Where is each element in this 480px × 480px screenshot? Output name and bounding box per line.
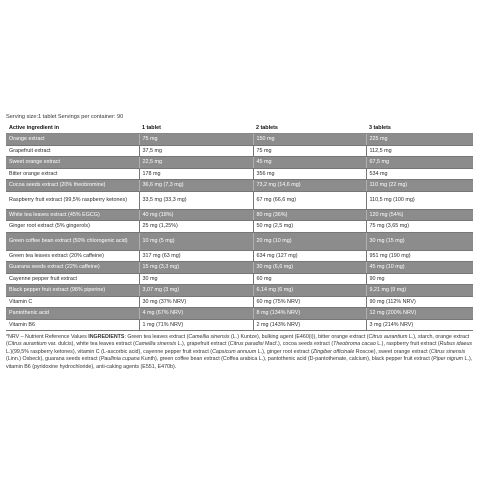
nutrition-table: [6, 124, 473, 331]
amount-1-tablet: 75 mg: [139, 134, 253, 146]
footnote-segment: *NRV – Nutrient Reference Values: [6, 334, 89, 340]
footnote-segment: Rubus idaeus: [439, 341, 473, 348]
ingredient-name: Cayenne pepper fruit extract: [6, 273, 139, 285]
footnote-segment: Roscoe), sweet orange extract (: [354, 348, 431, 355]
footnote-segment: Camellia sinensis: [188, 334, 230, 340]
amount-3-tablets: 110 mg (22 mg): [366, 180, 473, 192]
supplement-facts-label: [6, 113, 473, 371]
table-row: [6, 168, 473, 180]
amount-3-tablets: 90 mg: [366, 273, 473, 285]
amount-2-tablets: 20 mg (10 mg): [253, 232, 366, 250]
table-row: [6, 221, 473, 233]
footnote-segment: Zingiber officinale: [312, 348, 355, 355]
amount-1-tablet: 3,07 mg (3 mg): [139, 285, 253, 297]
footnote-segment: INGREDIENTS: [88, 334, 125, 340]
table-row: [6, 134, 473, 146]
footnote-segment: (Linn.) Osbeck), guarana seeds extract (: [6, 356, 101, 363]
amount-1-tablet: 40 mg (18%): [139, 209, 253, 221]
amount-2-tablets: 75 mg: [253, 145, 366, 157]
amount-1-tablet: 30 mg (37% NRV): [139, 296, 253, 308]
footnote-segment: Macf.), cocoa seeds extract (: [263, 341, 334, 348]
table-row: [6, 285, 473, 297]
amount-2-tablets: 8 mg (134% NRV): [253, 308, 366, 320]
table-body: [6, 134, 473, 331]
ingredient-name: Raspberry fruit extract (99,5% raspberry ketones): [6, 191, 139, 209]
amount-2-tablets: 2 mg (143% NRV): [253, 319, 366, 331]
amount-2-tablets: 634 mg (127 mg): [253, 250, 366, 262]
footnote-segment: (L.) Kuntze), bulking agent (E460(i)), bitter orange extract (: [229, 334, 369, 340]
ingredient-name: Green tea leaves extract (20% caffeine): [6, 250, 139, 262]
amount-1-tablet: 37,5 mg: [139, 145, 253, 157]
table-row: [6, 232, 473, 250]
amount-3-tablets: 110,5 mg (100 mg): [366, 191, 473, 209]
footnote-segment: Camellia sinensis: [134, 341, 177, 348]
amount-1-tablet: 10 mg (5 mg): [139, 232, 253, 250]
amount-2-tablets: 67 mg (66,6 mg): [253, 191, 366, 209]
footnote-segment: Paullinia cupana: [100, 356, 140, 363]
footnote-segment: L.), ginger root extract (: [256, 348, 313, 355]
table-row: [6, 209, 473, 221]
amount-2-tablets: 30 mg (6,6 mg): [253, 262, 366, 274]
table-row: [6, 308, 473, 320]
ingredient-name: Pantothenic acid: [6, 308, 139, 320]
amount-3-tablets: 75 mg (3,65 mg): [366, 221, 473, 233]
table-row: [6, 319, 473, 331]
footnote-segment: var. dulcis), white tea leaves extract (: [46, 341, 135, 348]
amount-3-tablets: 3 mg (214% NRV): [366, 319, 473, 331]
footnote-segment: Kunth), green coffee bean extract (Coffea arabica L.), pantothenic acid (D-pantothenate, calcium), black pepper fruit extract (: [139, 356, 434, 363]
ingredient-name: Black pepper fruit extract (98% piperine): [6, 285, 139, 297]
header-2-tablets: 2 tablets: [253, 124, 366, 134]
amount-2-tablets: 73,2 mg (14,6 mg): [253, 180, 366, 192]
ingredients-footnote: [6, 334, 473, 371]
table-row: [6, 262, 473, 274]
table-row: [6, 250, 473, 262]
footnote-segment: L.), grapefruit extract (: [176, 341, 230, 348]
table-row: [6, 145, 473, 157]
amount-2-tablets: 6,14 mg (6 mg): [253, 285, 366, 297]
amount-3-tablets: 534 mg: [366, 168, 473, 180]
amount-1-tablet: 178 mg: [139, 168, 253, 180]
header-ingredient: Active ingredient in: [6, 124, 139, 134]
header-1-tablet: 1 tablet: [139, 124, 253, 134]
serving-info: Serving size:1 tablet Servings per container: 90: [6, 114, 124, 120]
footnote-segment: Piper nigrum: [433, 356, 464, 363]
amount-1-tablet: 4 mg (67% NRV): [139, 308, 253, 320]
ingredient-name: Sweet orange extract: [6, 157, 139, 169]
amount-2-tablets: 60 mg: [253, 273, 366, 285]
amount-3-tablets: 225 mg: [366, 134, 473, 146]
table-row: [6, 296, 473, 308]
table-row: [6, 157, 473, 169]
amount-3-tablets: 12 mg (200% NRV): [366, 308, 473, 320]
amount-3-tablets: 30 mg (15 mg): [366, 232, 473, 250]
amount-1-tablet: 30 mg: [139, 273, 253, 285]
table-row: [6, 191, 473, 209]
footnote-segment: L.), vitamin B6 (pyridoxine hydrochloride), anti-caking agents (E551, E470b).: [6, 356, 473, 370]
amount-2-tablets: 80 mg (36%): [253, 209, 366, 221]
amount-3-tablets: 120 mg (54%): [366, 209, 473, 221]
amount-1-tablet: 36,6 mg (7,3 mg): [139, 180, 253, 192]
ingredient-name: White tea leaves extract (45% EGCG): [6, 209, 139, 221]
table-row: [6, 180, 473, 192]
footnote-segment: Citrus sinensis: [430, 348, 466, 355]
footnote-segment: Theobroma cacao: [333, 341, 376, 348]
ingredient-name: Cocoa seeds extract (20% theobromine): [6, 180, 139, 192]
ingredient-name: Vitamin C: [6, 296, 139, 308]
header-3-tablets: 3 tablets: [366, 124, 473, 134]
amount-1-tablet: 317 mg (63 mg): [139, 250, 253, 262]
footnote-segment: L.), raspberry fruit extract (: [375, 341, 440, 348]
amount-3-tablets: 67,5 mg: [366, 157, 473, 169]
amount-3-tablets: 45 mg (10 mg): [366, 262, 473, 274]
amount-1-tablet: 22,5 mg: [139, 157, 253, 169]
ingredient-name: Bitter orange extract: [6, 168, 139, 180]
footnote-segment: Citrus aurantium: [368, 334, 408, 340]
amount-1-tablet: 25 mg (1,25%): [139, 221, 253, 233]
ingredient-name: Orange extract: [6, 134, 139, 146]
footnote-segment: L.), starch, orange extract (: [6, 334, 470, 348]
ingredient-name: Grapefruit extract: [6, 145, 139, 157]
amount-2-tablets: 50 mg (2,5 mg): [253, 221, 366, 233]
table-row: [6, 273, 473, 285]
footnote-segment: Citrus paradisi: [229, 341, 264, 348]
ingredient-name: Vitamin B6: [6, 319, 139, 331]
amount-1-tablet: 33,5 mg (33,3 mg): [139, 191, 253, 209]
ingredient-name: Guarana seeds extract (22% caffeine): [6, 262, 139, 274]
ingredient-name: Ginger root extract (5% gingerols): [6, 221, 139, 233]
amount-2-tablets: 150 mg: [253, 134, 366, 146]
amount-1-tablet: 1 mg (71% NRV): [139, 319, 253, 331]
footnote-segment: : Green tea leaves extract (: [124, 334, 189, 340]
footnote-segment: L.)(99,5% raspberry ketones), vitamin C (L-ascorbic acid), cayenne pepper fruit extract (: [6, 348, 213, 355]
amount-2-tablets: 60 mg (75% NRV): [253, 296, 366, 308]
amount-1-tablet: 15 mg (3,3 mg): [139, 262, 253, 274]
table-header-row: [6, 124, 473, 134]
footnote-segment: Citrus aurantium: [7, 341, 47, 348]
amount-2-tablets: 356 mg: [253, 168, 366, 180]
ingredient-name: Green coffee bean extract (50% chlorogenic acid): [6, 232, 139, 250]
amount-2-tablets: 45 mg: [253, 157, 366, 169]
amount-3-tablets: 112,5 mg: [366, 145, 473, 157]
amount-3-tablets: 90 mg (112% NRV): [366, 296, 473, 308]
footnote-segment: Capsicum annuum: [212, 348, 257, 355]
amount-3-tablets: 9,21 mg (9 mg): [366, 285, 473, 297]
amount-3-tablets: 951 mg (190 mg): [366, 250, 473, 262]
